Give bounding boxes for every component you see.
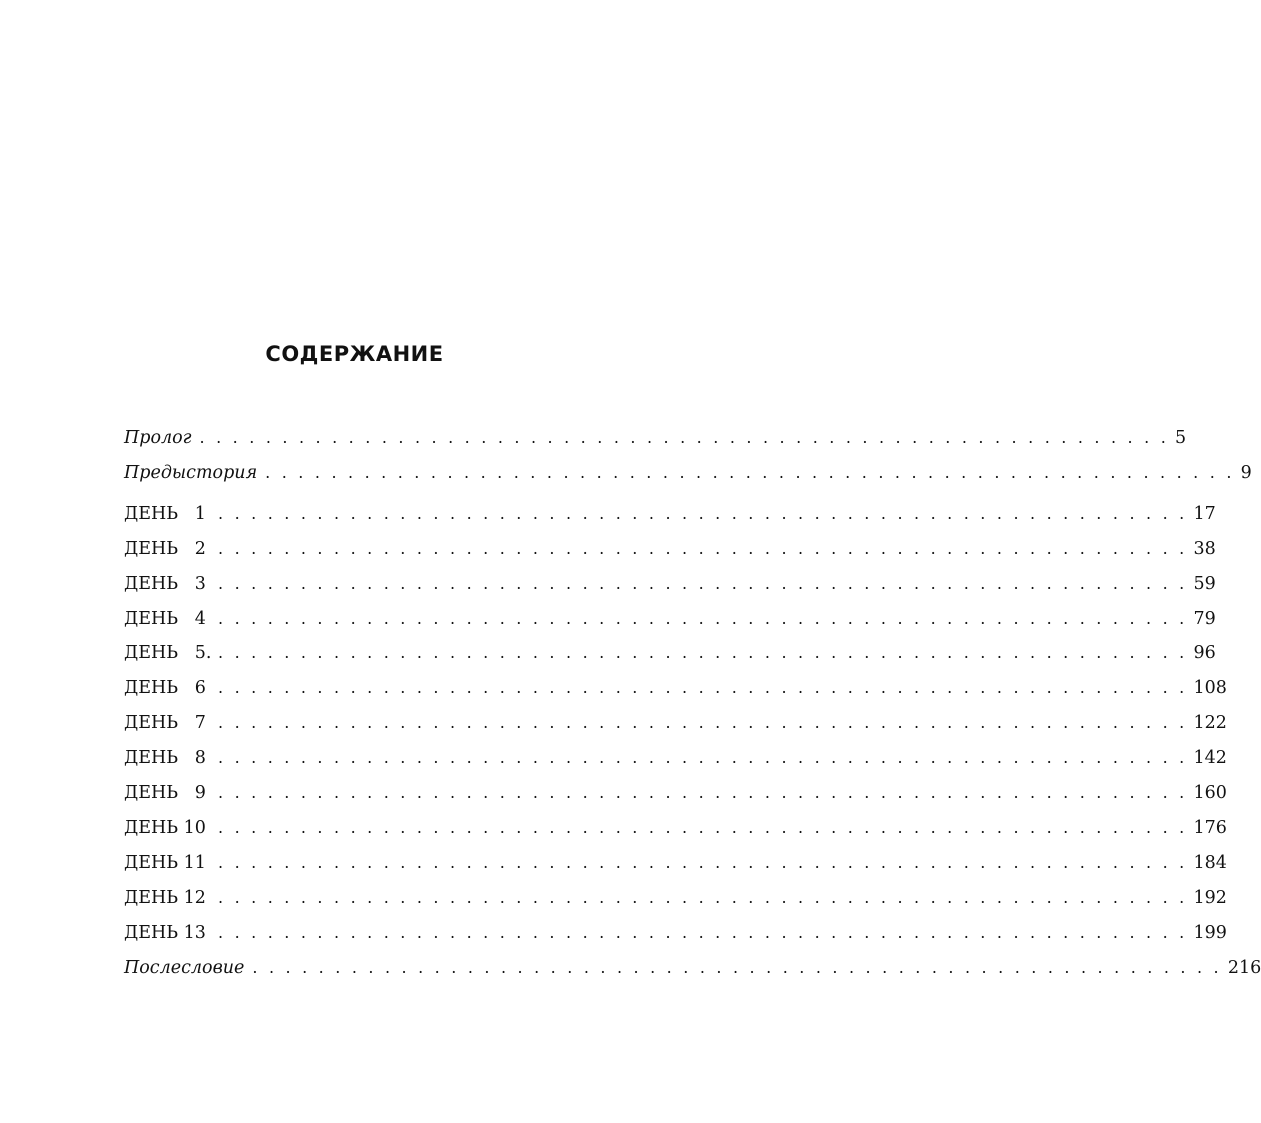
toc-entry-label: ДЕНЬ 10	[124, 818, 206, 838]
toc-entry	[124, 744, 1227, 772]
toc-entry	[124, 639, 1216, 667]
toc-leader-dots: . . . . . . . . . . . . . . . . . . . . . . . . . . . . . . . . . . . . . . . . . . . . . . . . . . . . . . . . . . .	[218, 504, 1188, 523]
toc-entry	[124, 779, 1227, 807]
toc-leader-dots: . . . . . . . . . . . . . . . . . . . . . . . . . . . . . . . . . . . . . . . . . . . . . . . . . . . . . . . . . . .	[218, 713, 1188, 732]
toc-leader-dots: . . . . . . . . . . . . . . . . . . . . . . . . . . . . . . . . . . . . . . . . . . . . . . . . . . . . . . . . . . .	[218, 888, 1188, 907]
toc-entry	[124, 884, 1227, 912]
toc-entry-page-number: 5	[1175, 428, 1187, 448]
page-title: СОДЕРЖАНИЕ	[265, 342, 444, 366]
toc-leader-dots: . . . . . . . . . . . . . . . . . . . . . . . . . . . . . . . . . . . . . . . . . . . . . . . . . . . . . . . . . . .	[218, 609, 1188, 628]
toc-entry	[124, 500, 1216, 528]
toc-entry	[124, 535, 1216, 563]
toc-entry	[124, 709, 1227, 737]
toc-entry-label: Предыстория	[124, 463, 258, 483]
toc-leader-dots: . . . . . . . . . . . . . . . . . . . . . . . . . . . . . . . . . . . . . . . . . . . . . . . . . . . . . . . . . . .	[218, 574, 1188, 593]
toc-entry	[124, 674, 1227, 702]
toc-entry-label: ДЕНЬ 8	[124, 748, 206, 768]
toc-leader-dots: . . . . . . . . . . . . . . . . . . . . . . . . . . . . . . . . . . . . . . . . . . . . . . . . . . . . . . . . . . .	[265, 463, 1235, 482]
toc-leader-dots: . . . . . . . . . . . . . . . . . . . . . . . . . . . . . . . . . . . . . . . . . . . . . . . . . . . . . . . . . . .	[252, 958, 1222, 977]
toc-entry-label: Пролог	[124, 428, 192, 448]
toc-entry-label: ДЕНЬ 4	[124, 609, 206, 629]
toc-entry-page-number: 9	[1240, 463, 1252, 483]
toc-entry-label: ДЕНЬ 6	[124, 678, 206, 698]
toc-entry	[124, 459, 1252, 487]
toc-leader-dots: . . . . . . . . . . . . . . . . . . . . . . . . . . . . . . . . . . . . . . . . . . . . . . . . . . . . . . . . . . .	[218, 678, 1188, 697]
toc-leader-dots: . . . . . . . . . . . . . . . . . . . . . . . . . . . . . . . . . . . . . . . . . . . . . . . . . . . . . . . . . . .	[218, 539, 1188, 558]
toc-entry	[124, 954, 1261, 982]
toc-entry-label: ДЕНЬ 13	[124, 923, 206, 943]
toc-entry	[124, 849, 1227, 877]
toc-entry-label: ДЕНЬ 3	[124, 574, 206, 594]
toc-entry-label: ДЕНЬ 5.	[124, 643, 212, 663]
toc-entry	[124, 424, 1187, 452]
toc-leader-dots: . . . . . . . . . . . . . . . . . . . . . . . . . . . . . . . . . . . . . . . . . . . . . . . . . . . . . . . . . . .	[218, 748, 1188, 767]
toc-leader-dots: . . . . . . . . . . . . . . . . . . . . . . . . . . . . . . . . . . . . . . . . . . . . . . . . . . . . . . . . . . .	[218, 853, 1188, 872]
toc-entry-label: ДЕНЬ 11	[124, 853, 206, 873]
toc-leader-dots: . . . . . . . . . . . . . . . . . . . . . . . . . . . . . . . . . . . . . . . . . . . . . . . . . . . . . . . . . . .	[218, 783, 1188, 802]
toc-entry	[124, 919, 1227, 947]
toc-leader-dots: . . . . . . . . . . . . . . . . . . . . . . . . . . . . . . . . . . . . . . . . . . . . . . . . . . . . . . . . . . .	[218, 643, 1188, 662]
toc-entry-page-number: 216	[1227, 958, 1261, 978]
toc-entry-page-number: 184	[1193, 853, 1227, 873]
toc-entry	[124, 605, 1216, 633]
toc-entry-page-number: 122	[1193, 713, 1227, 733]
toc-entry	[124, 570, 1216, 598]
toc-entry-label: ДЕНЬ 12	[124, 888, 206, 908]
toc-entry-label: ДЕНЬ 2	[124, 539, 206, 559]
toc-entry-page-number: 79	[1193, 609, 1216, 629]
toc-entry-page-number: 176	[1193, 818, 1227, 838]
toc-entry-page-number: 17	[1193, 504, 1216, 524]
toc-entry-label: ДЕНЬ 7	[124, 713, 206, 733]
toc-entry-page-number: 192	[1193, 888, 1227, 908]
toc-entry-label: ДЕНЬ 9	[124, 783, 206, 803]
toc-entry-page-number: 160	[1193, 783, 1227, 803]
toc-entry	[124, 814, 1227, 842]
toc-entry-page-number: 59	[1193, 574, 1216, 594]
toc-leader-dots: . . . . . . . . . . . . . . . . . . . . . . . . . . . . . . . . . . . . . . . . . . . . . . . . . . . . . . . . . . .	[218, 923, 1188, 942]
toc-leader-dots: . . . . . . . . . . . . . . . . . . . . . . . . . . . . . . . . . . . . . . . . . . . . . . . . . . . . . . . . . . .	[199, 428, 1169, 447]
toc-entry-page-number: 96	[1193, 643, 1216, 663]
toc-entry-label: Послесловие	[124, 958, 245, 978]
toc-entry-page-number: 199	[1193, 923, 1227, 943]
toc-entry-label: ДЕНЬ 1	[124, 504, 206, 524]
toc-entry-page-number: 108	[1193, 678, 1227, 698]
toc-entry-page-number: 38	[1193, 539, 1216, 559]
toc-entry-page-number: 142	[1193, 748, 1227, 768]
toc-leader-dots: . . . . . . . . . . . . . . . . . . . . . . . . . . . . . . . . . . . . . . . . . . . . . . . . . . . . . . . . . . .	[218, 818, 1188, 837]
